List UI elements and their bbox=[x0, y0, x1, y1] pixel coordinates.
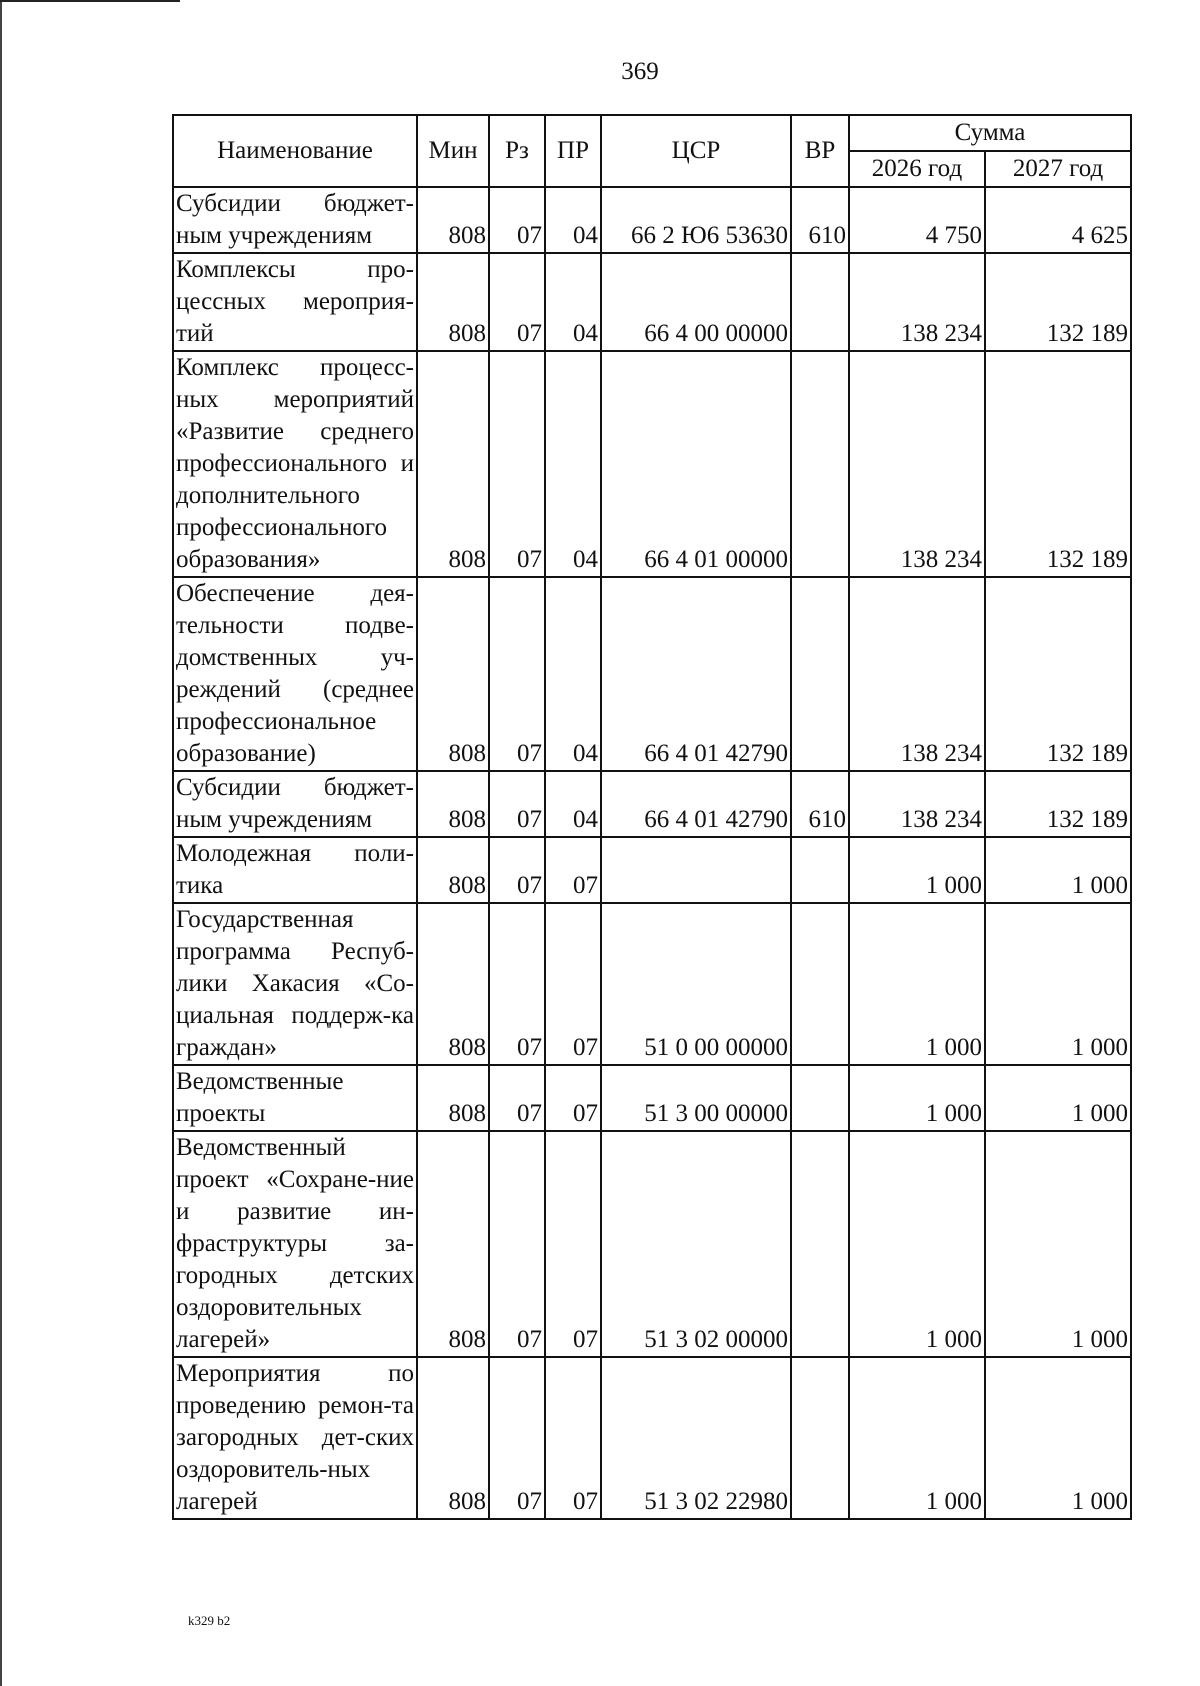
cell-sum-2026: 1 000 bbox=[849, 837, 985, 903]
cell-min: 808 bbox=[417, 577, 489, 771]
footer-code: k329 b2 bbox=[188, 1613, 231, 1628]
cell-sum-2026: 1 000 bbox=[849, 1357, 985, 1519]
cell-vr bbox=[791, 253, 849, 351]
cell-rz: 07 bbox=[489, 577, 545, 771]
cell-name: Ведомственные проекты bbox=[173, 1065, 417, 1131]
cell-min: 808 bbox=[417, 771, 489, 837]
cell-rz: 07 bbox=[489, 253, 545, 351]
cell-pr: 04 bbox=[545, 577, 601, 771]
table-body bbox=[173, 187, 1131, 1519]
cell-name: Комплекс процесс-ных мероприятий «Развитие среднего профессионального и дополнительного профессионального образования» bbox=[173, 351, 417, 577]
cell-min: 808 bbox=[417, 253, 489, 351]
cell-sum-2026: 4 750 bbox=[849, 187, 985, 253]
cell-sum-2027: 4 625 bbox=[985, 187, 1131, 253]
cell-pr: 07 bbox=[545, 1065, 601, 1131]
cell-vr bbox=[791, 351, 849, 577]
cell-min: 808 bbox=[417, 1065, 489, 1131]
cell-sum-2027: 1 000 bbox=[985, 1065, 1131, 1131]
cell-sum-2027: 132 189 bbox=[985, 771, 1131, 837]
table-row bbox=[173, 771, 1131, 837]
cell-name: Ведомственный проект «Сохране-ние и развитие ин-фраструктуры за-городных детских оздоровительных лагерей» bbox=[173, 1131, 417, 1357]
cell-sum-2027: 132 189 bbox=[985, 351, 1131, 577]
cell-name: Государственная программа Респуб-лики Хакасия «Со-циальная поддерж-ка граждан» bbox=[173, 903, 417, 1065]
table-row bbox=[173, 577, 1131, 771]
cell-name: Молодежная поли-тика bbox=[173, 837, 417, 903]
cell-sum-2027: 132 189 bbox=[985, 253, 1131, 351]
cell-rz: 07 bbox=[489, 1065, 545, 1131]
header-year-2027: 2027 год bbox=[985, 151, 1131, 187]
cell-name: Субсидии бюджет-ным учреждениям bbox=[173, 187, 417, 253]
cell-pr: 04 bbox=[545, 771, 601, 837]
cell-sum-2027: 1 000 bbox=[985, 1357, 1131, 1519]
cell-csr: 51 0 00 00000 bbox=[601, 903, 791, 1065]
scan-corner-mark bbox=[0, 0, 180, 2]
cell-csr: 66 4 01 42790 bbox=[601, 577, 791, 771]
cell-min: 808 bbox=[417, 903, 489, 1065]
cell-rz: 07 bbox=[489, 1357, 545, 1519]
page-number: 369 bbox=[621, 58, 659, 85]
cell-min: 808 bbox=[417, 1131, 489, 1357]
cell-csr: 51 3 00 00000 bbox=[601, 1065, 791, 1131]
cell-rz: 07 bbox=[489, 903, 545, 1065]
header-pr: ПР bbox=[545, 115, 601, 187]
cell-vr: 610 bbox=[791, 771, 849, 837]
header-rz: Рз bbox=[489, 115, 545, 187]
cell-sum-2026: 1 000 bbox=[849, 903, 985, 1065]
cell-pr: 04 bbox=[545, 253, 601, 351]
scan-edge-line bbox=[0, 0, 2, 1686]
cell-pr: 07 bbox=[545, 1357, 601, 1519]
table-row bbox=[173, 351, 1131, 577]
cell-vr bbox=[791, 837, 849, 903]
cell-csr: 66 2 Ю6 53630 bbox=[601, 187, 791, 253]
cell-sum-2026: 138 234 bbox=[849, 253, 985, 351]
cell-rz: 07 bbox=[489, 351, 545, 577]
cell-vr bbox=[791, 577, 849, 771]
cell-csr: 66 4 00 00000 bbox=[601, 253, 791, 351]
table-row bbox=[173, 1065, 1131, 1131]
cell-name: Мероприятия по проведению ремон-та загородных дет-ских оздоровитель-ных лагерей bbox=[173, 1357, 417, 1519]
cell-pr: 07 bbox=[545, 1131, 601, 1357]
table-row bbox=[173, 253, 1131, 351]
cell-csr: 66 4 01 00000 bbox=[601, 351, 791, 577]
cell-vr bbox=[791, 1065, 849, 1131]
cell-sum-2027: 1 000 bbox=[985, 837, 1131, 903]
cell-rz: 07 bbox=[489, 837, 545, 903]
cell-sum-2026: 138 234 bbox=[849, 577, 985, 771]
cell-name: Субсидии бюджет-ным учреждениям bbox=[173, 771, 417, 837]
cell-rz: 07 bbox=[489, 1131, 545, 1357]
cell-min: 808 bbox=[417, 837, 489, 903]
cell-rz: 07 bbox=[489, 187, 545, 253]
cell-vr bbox=[791, 903, 849, 1065]
cell-min: 808 bbox=[417, 1357, 489, 1519]
cell-name: Обеспечение дея-тельности подве-домственных уч-реждений (среднее профессиональное образование) bbox=[173, 577, 417, 771]
cell-pr: 07 bbox=[545, 837, 601, 903]
cell-sum-2027: 132 189 bbox=[985, 577, 1131, 771]
table-row bbox=[173, 1357, 1131, 1519]
table-row bbox=[173, 1131, 1131, 1357]
cell-vr: 610 bbox=[791, 187, 849, 253]
cell-pr: 07 bbox=[545, 903, 601, 1065]
cell-sum-2027: 1 000 bbox=[985, 903, 1131, 1065]
cell-vr bbox=[791, 1131, 849, 1357]
header-year-2026: 2026 год bbox=[849, 151, 985, 187]
header-min: Мин bbox=[417, 115, 489, 187]
cell-csr: 66 4 01 42790 bbox=[601, 771, 791, 837]
cell-min: 808 bbox=[417, 351, 489, 577]
cell-min: 808 bbox=[417, 187, 489, 253]
table-row bbox=[173, 903, 1131, 1065]
cell-sum-2026: 138 234 bbox=[849, 771, 985, 837]
cell-csr: 51 3 02 00000 bbox=[601, 1131, 791, 1357]
cell-csr: 51 3 02 22980 bbox=[601, 1357, 791, 1519]
table-row bbox=[173, 187, 1131, 253]
table-row bbox=[173, 837, 1131, 903]
cell-sum-2026: 1 000 bbox=[849, 1065, 985, 1131]
cell-name: Комплексы про-цессных мероприя-тий bbox=[173, 253, 417, 351]
cell-sum-2026: 1 000 bbox=[849, 1131, 985, 1357]
cell-csr bbox=[601, 837, 791, 903]
cell-rz: 07 bbox=[489, 771, 545, 837]
cell-vr bbox=[791, 1357, 849, 1519]
cell-pr: 04 bbox=[545, 187, 601, 253]
header-vr: ВР bbox=[791, 115, 849, 187]
header-csr: ЦСР bbox=[601, 115, 791, 187]
cell-sum-2026: 138 234 bbox=[849, 351, 985, 577]
cell-sum-2027: 1 000 bbox=[985, 1131, 1131, 1357]
cell-pr: 04 bbox=[545, 351, 601, 577]
budget-table bbox=[172, 114, 1132, 1520]
header-sum: Сумма bbox=[849, 115, 1131, 151]
header-name: Наименование bbox=[173, 115, 417, 187]
table-header bbox=[173, 115, 1131, 187]
